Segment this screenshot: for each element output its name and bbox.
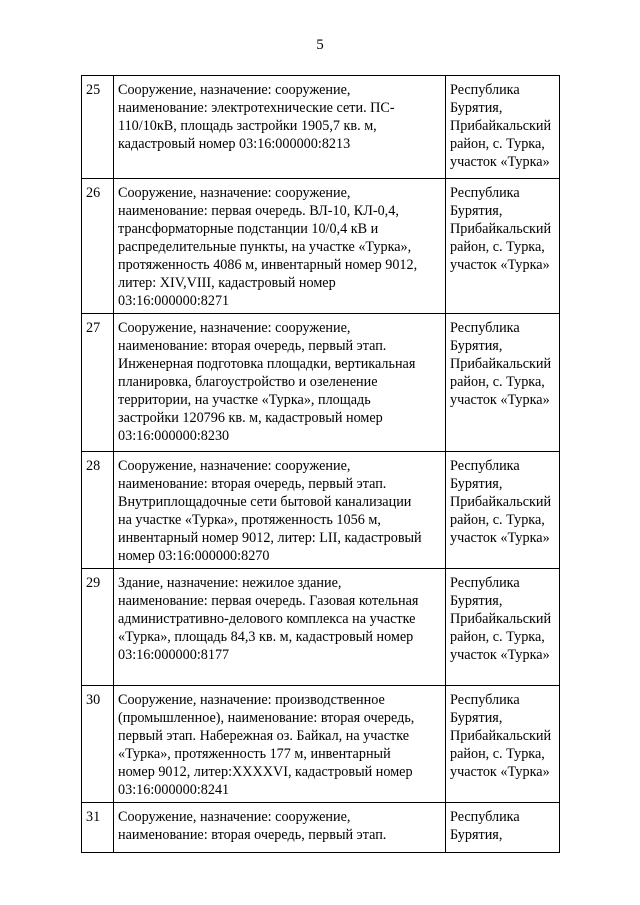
description-line: наименование: первая очередь. Газовая котельная	[118, 593, 419, 609]
location-line: Республика	[450, 575, 520, 591]
row-number: 31	[82, 803, 114, 853]
description-line: кадастровый номер 03:16:000000:8213	[118, 136, 351, 152]
description-line: Сооружение, назначение: сооружение,	[118, 458, 351, 474]
location-line: Республика	[450, 82, 520, 98]
location-line: Прибайкальский	[450, 494, 552, 510]
location-line: участок «Турка»	[450, 257, 550, 273]
object-description	[114, 803, 446, 853]
row-number: 30	[82, 686, 114, 803]
description-line: наименование: вторая очередь, первый этап.	[118, 338, 387, 354]
location-line: участок «Турка»	[450, 154, 550, 170]
description-line: 110/10кВ, площадь застройки 1905,7 кв. м,	[118, 118, 377, 134]
table-row	[82, 452, 560, 569]
description-line: Инженерная подготовка площадки, вертикальная	[118, 356, 416, 372]
object-description	[114, 569, 446, 686]
description-line: наименование: электротехнические сети. ПС-	[118, 100, 395, 116]
object-location	[446, 803, 560, 853]
description-line: «Турка», площадь 84,3 кв. м, кадастровый номер	[118, 629, 414, 645]
object-description	[114, 76, 446, 179]
object-location	[446, 179, 560, 314]
description-line: Внутриплощадочные сети бытовой канализации	[118, 494, 412, 510]
location-line: Бурятия,	[450, 338, 503, 354]
location-line: участок «Турка»	[450, 764, 550, 780]
description-line: планировка, благоустройство и озеленение	[118, 374, 378, 390]
property-table	[81, 75, 560, 853]
location-line: Республика	[450, 320, 520, 336]
description-line: первый этап. Набережная оз. Байкал, на участке	[118, 728, 410, 744]
page-number: 5	[316, 37, 324, 53]
object-location	[446, 569, 560, 686]
description-line: трансформаторные подстанции 10/0,4 кВ и	[118, 221, 379, 237]
description-line: наименование: вторая очередь, первый этап.	[118, 827, 387, 843]
location-line: Прибайкальский	[450, 221, 552, 237]
table-row	[82, 179, 560, 314]
location-line: Бурятия,	[450, 710, 503, 726]
location-line: Бурятия,	[450, 476, 503, 492]
description-line: литер: XIV,VIII, кадастровый номер	[118, 275, 336, 291]
row-number: 27	[82, 314, 114, 452]
location-line: Бурятия,	[450, 593, 503, 609]
description-line: наименование: первая очередь. ВЛ-10, КЛ-0,4,	[118, 203, 399, 219]
description-line: территории, на участке «Турка», площадь	[118, 392, 371, 408]
location-line: Республика	[450, 692, 520, 708]
table-row	[82, 76, 560, 179]
object-location	[446, 686, 560, 803]
location-line: район, с. Турка,	[450, 746, 545, 762]
location-line: участок «Турка»	[450, 647, 550, 663]
object-location	[446, 76, 560, 179]
description-line: на участке «Турка», протяженность 1056 м,	[118, 512, 381, 528]
description-line: 03:16:000000:8230	[118, 428, 230, 444]
description-line: 03:16:000000:8177	[118, 647, 230, 663]
description-line: Сооружение, назначение: сооружение,	[118, 185, 351, 201]
description-line: распределительные пункты, на участке «Турка»,	[118, 239, 412, 255]
object-description	[114, 314, 446, 452]
location-line: Прибайкальский	[450, 611, 552, 627]
location-line: Бурятия,	[450, 827, 503, 843]
description-line: застройки 120796 кв. м, кадастровый номер	[118, 410, 383, 426]
description-line: 03:16:000000:8241	[118, 782, 230, 798]
location-line: район, с. Турка,	[450, 374, 545, 390]
description-line: Сооружение, назначение: сооружение,	[118, 82, 351, 98]
location-line: Прибайкальский	[450, 356, 552, 372]
location-line: Бурятия,	[450, 203, 503, 219]
location-line: Прибайкальский	[450, 118, 552, 134]
description-line: административно-делового комплекса на участке	[118, 611, 416, 627]
description-line: Сооружение, назначение: сооружение,	[118, 809, 351, 825]
table-row	[82, 803, 560, 853]
location-line: район, с. Турка,	[450, 629, 545, 645]
location-line: участок «Турка»	[450, 530, 550, 546]
description-line: Сооружение, назначение: сооружение,	[118, 320, 351, 336]
object-location	[446, 452, 560, 569]
table-row	[82, 686, 560, 803]
location-line: Бурятия,	[450, 100, 503, 116]
description-line: инвентарный номер 9012, литер: LII, кадастровый	[118, 530, 422, 546]
table-row	[82, 314, 560, 452]
description-line: Здание, назначение: нежилое здание,	[118, 575, 342, 591]
description-line: 03:16:000000:8271	[118, 293, 230, 309]
location-line: Республика	[450, 458, 520, 474]
row-number: 25	[82, 76, 114, 179]
table-row	[82, 569, 560, 686]
location-line: район, с. Турка,	[450, 136, 545, 152]
object-description	[114, 179, 446, 314]
row-number: 29	[82, 569, 114, 686]
object-description	[114, 686, 446, 803]
location-line: Прибайкальский	[450, 728, 552, 744]
description-line: Сооружение, назначение: производственное	[118, 692, 385, 708]
location-line: Республика	[450, 809, 520, 825]
description-line: протяженность 4086 м, инвентарный номер 9012,	[118, 257, 418, 273]
description-line: номер 9012, литер:XXXXVI, кадастровый номер	[118, 764, 413, 780]
description-line: наименование: вторая очередь, первый этап.	[118, 476, 387, 492]
description-line: (промышленное), наименование: вторая очередь,	[118, 710, 415, 726]
location-line: район, с. Турка,	[450, 239, 545, 255]
object-description	[114, 452, 446, 569]
row-number: 26	[82, 179, 114, 314]
row-number: 28	[82, 452, 114, 569]
location-line: участок «Турка»	[450, 392, 550, 408]
location-line: район, с. Турка,	[450, 512, 545, 528]
description-line: «Турка», протяженность 177 м, инвентарный	[118, 746, 391, 762]
description-line: номер 03:16:000000:8270	[118, 548, 270, 564]
location-line: Республика	[450, 185, 520, 201]
object-location	[446, 314, 560, 452]
